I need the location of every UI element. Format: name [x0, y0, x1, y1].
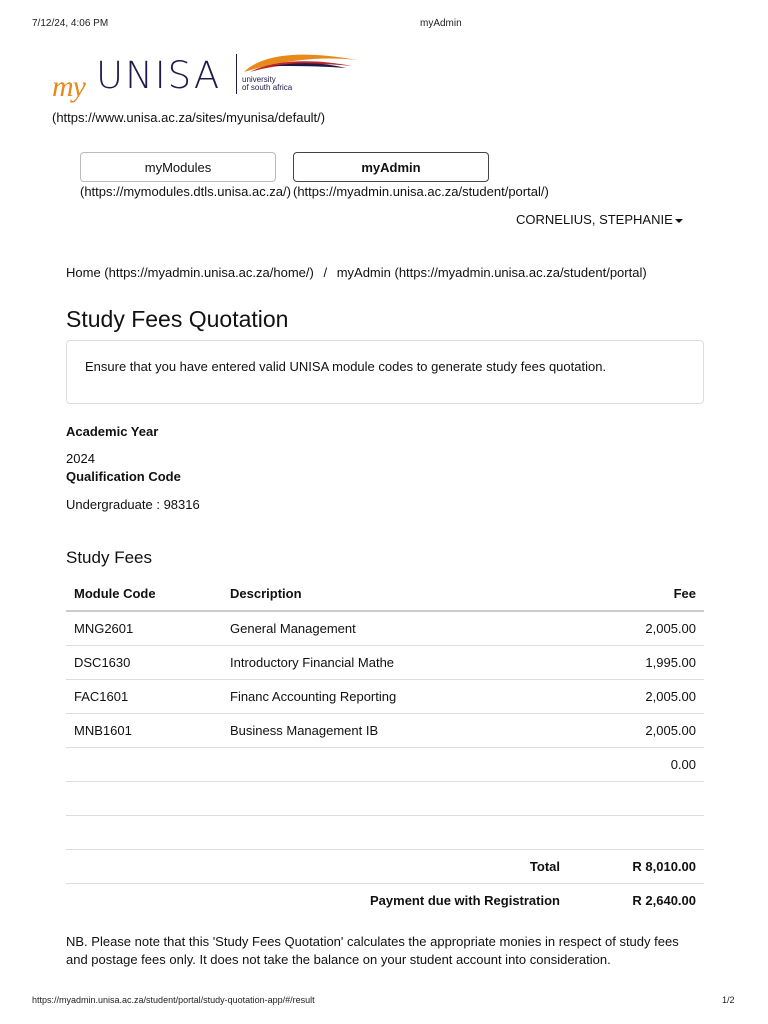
- total-value: R 8,010.00: [568, 850, 704, 884]
- header-description: Description: [222, 576, 568, 611]
- payment-due-empty: [66, 884, 222, 918]
- notice-box: [66, 340, 704, 404]
- print-datetime: 7/12/24, 4:06 PM: [32, 18, 109, 29]
- table-row: [66, 646, 704, 680]
- myunisa-logo[interactable]: [52, 52, 312, 102]
- cell-fee: 2,005.00: [568, 714, 704, 748]
- cell-description: General Management: [222, 611, 568, 646]
- table-row: [66, 816, 704, 850]
- tab-mymodules-url[interactable]: (https://mymodules.dtls.unisa.ac.za/): [80, 184, 291, 199]
- qualification-value: Undergraduate : 98316: [66, 497, 200, 512]
- total-empty: [66, 850, 222, 884]
- header-module-code: Module Code: [66, 576, 222, 611]
- breadcrumb-current[interactable]: myAdmin (https://myadmin.unisa.ac.za/student/portal): [336, 265, 647, 280]
- cell-fee: 1,995.00: [568, 646, 704, 680]
- cell-module-code: [66, 748, 222, 782]
- logo-tagline: [242, 76, 292, 92]
- cell-fee: 0.00: [568, 748, 704, 782]
- notice-text: Ensure that you have entered valid UNISA module codes to generate study fees quotation.: [85, 359, 607, 374]
- total-row: [66, 850, 704, 884]
- logo-tagline-line2: of south africa: [242, 83, 293, 92]
- cell-description: Introductory Financial Mathe: [222, 646, 568, 680]
- footer-page: 1/2: [722, 995, 735, 1005]
- study-fees-title: Study Fees: [66, 548, 152, 567]
- logo-flag-icon: [242, 52, 362, 74]
- user-menu[interactable]: [516, 212, 683, 227]
- breadcrumb-separator: /: [323, 265, 328, 280]
- caret-down-icon: [675, 219, 683, 223]
- cell-description: [222, 816, 568, 850]
- cell-module-code: MNG2601: [66, 611, 222, 646]
- cell-module-code: DSC1630: [66, 646, 222, 680]
- table-row: [66, 680, 704, 714]
- logo-my-text: my: [52, 70, 85, 103]
- table-header-row: [66, 576, 704, 611]
- logo-tagline-line1: university: [242, 75, 276, 84]
- cell-description: Business Management IB: [222, 714, 568, 748]
- payment-due-value: R 2,640.00: [568, 884, 704, 918]
- table-row: [66, 748, 704, 782]
- footer-url: https://myadmin.unisa.ac.za/student/portal/study-quotation-app/#/result: [32, 995, 315, 1005]
- table-row: [66, 611, 704, 646]
- cell-description: [222, 748, 568, 782]
- academic-year-value: 2024: [66, 451, 95, 466]
- tab-myadmin-url[interactable]: (https://myadmin.unisa.ac.za/student/portal/): [293, 184, 549, 199]
- print-title: myAdmin: [420, 18, 462, 29]
- user-name: CORNELIUS, STEPHANIE: [516, 212, 673, 227]
- total-label: Total: [222, 850, 568, 884]
- cell-module-code: FAC1601: [66, 680, 222, 714]
- header-fee: Fee: [568, 576, 704, 611]
- cell-fee: 2,005.00: [568, 680, 704, 714]
- nb-note: NB. Please note that this 'Study Fees Quotation' calculates the appropriate monies in respect of study fees and postage fees only. It does not take the balance on your student account into consideration.: [66, 934, 679, 967]
- cell-module-code: [66, 782, 222, 816]
- cell-module-code: [66, 816, 222, 850]
- payment-due-row: [66, 884, 704, 918]
- tab-mymodules[interactable]: myModules: [80, 152, 276, 182]
- logo-divider: [236, 54, 237, 94]
- academic-year-label: Academic Year: [66, 424, 159, 439]
- tab-myadmin[interactable]: myAdmin: [293, 152, 489, 182]
- study-fees-table: [66, 576, 704, 917]
- breadcrumb-home[interactable]: Home (https://myadmin.unisa.ac.za/home/): [66, 265, 314, 280]
- logo-unisa-text: UNISA: [96, 54, 222, 97]
- cell-description: [222, 782, 568, 816]
- cell-module-code: MNB1601: [66, 714, 222, 748]
- breadcrumb: [66, 265, 647, 280]
- qualification-label: Qualification Code: [66, 469, 181, 484]
- cell-description: Financ Accounting Reporting: [222, 680, 568, 714]
- payment-due-label: Payment due with Registration: [222, 884, 568, 918]
- table-row: [66, 782, 704, 816]
- page-title: Study Fees Quotation: [66, 306, 289, 332]
- cell-fee: 2,005.00: [568, 611, 704, 646]
- cell-fee: [568, 782, 704, 816]
- table-row: [66, 714, 704, 748]
- logo-link-url[interactable]: (https://www.unisa.ac.za/sites/myunisa/default/): [52, 110, 326, 125]
- cell-fee: [568, 816, 704, 850]
